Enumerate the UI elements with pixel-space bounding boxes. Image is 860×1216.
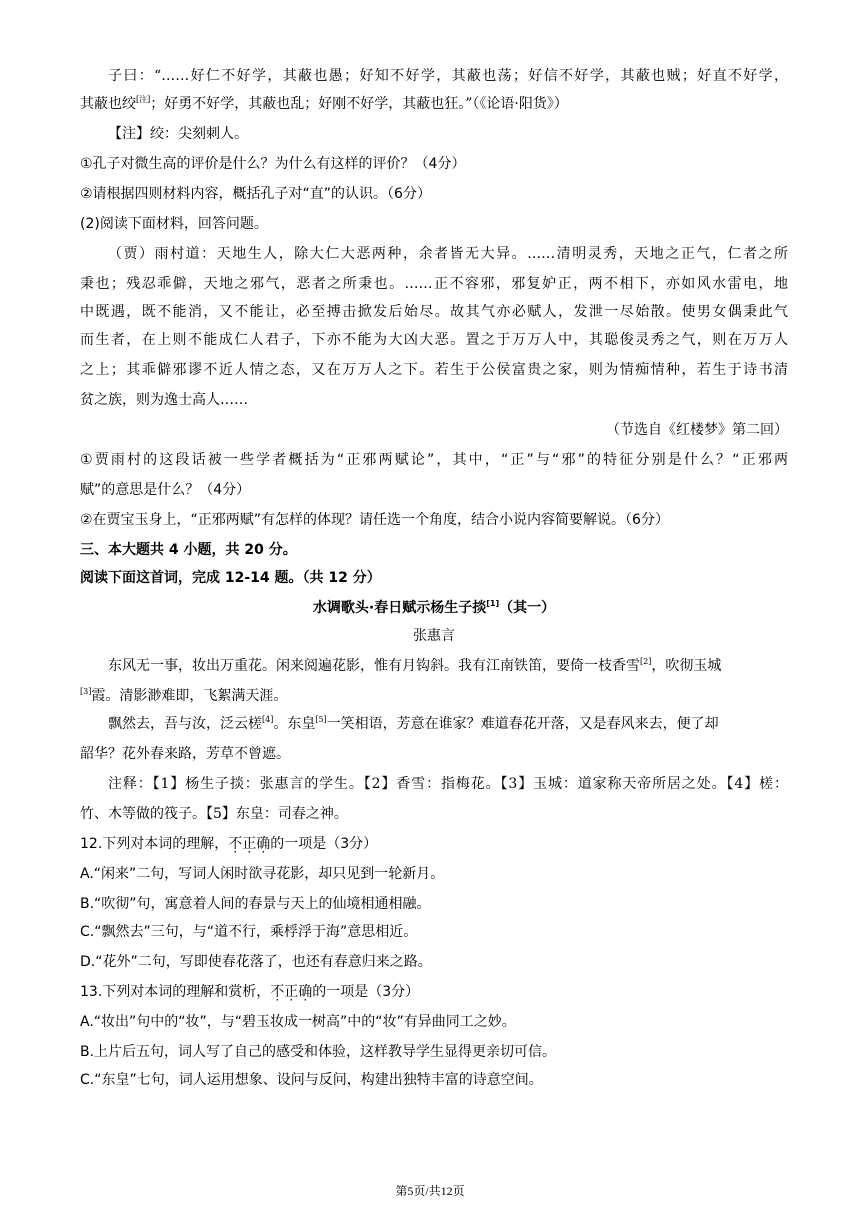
question-13-stem-b: 的一项是（3分）	[312, 984, 420, 1000]
emphasis-char: 正	[242, 836, 257, 852]
poem-line-3-text-b: 。东皇	[273, 716, 316, 732]
emphasis-char: 确	[298, 984, 313, 1000]
emphasis-char: 确	[256, 836, 271, 852]
poem-line-4: 韶华？花外春来路，芳草不曾遮。	[80, 746, 290, 762]
emphasis-char: 正	[284, 984, 299, 1000]
page-number: 第5页/共12页	[395, 1184, 465, 1198]
lunyu-line-2	[80, 94, 788, 114]
poem-line-1-tail: ，吹彻玉城	[651, 658, 722, 674]
poem-instruction: 阅读下面这首词，完成 12-14 题。（共 12 分）	[80, 570, 381, 586]
poem-line-3-text-c: 一笑相语，芳意在谁家？难道春花开落，又是春风来去，便了却	[326, 716, 719, 732]
question-12-option-a: A.“闲来”二句，写词人闲时欲寻花影，却只见到一轮新月。	[80, 866, 445, 882]
emphasis-char: 不	[228, 836, 243, 852]
question-13-option-a: A.“妆出”句中的“妆”，与“碧玉妆成一树高”中的“妆”有异曲同工之妙。	[80, 1014, 516, 1030]
poem-note-marker-2: [2]	[640, 657, 652, 666]
poem-notes-line-1: 注释：【1】杨生子掞：张惠言的学生。【2】香雪：指梅花。【3】玉城：道家称天帝所居之处。【4】槎：	[108, 776, 788, 792]
poem-line-1-text: 东风无一事，妆出万重花。闲来阅遍花影，惟有月钩斜。我有江南铁笛，要倚一枝香雪	[108, 658, 640, 674]
lunyu-line-1: 子曰：“……好仁不好学，其蔽也愚；好知不好学，其蔽也荡；好信不好学，其蔽也贼；好直不好学，	[108, 68, 788, 84]
poem-note-marker-3: [3]	[80, 687, 92, 696]
question-12-stem-a: 12.下列对本词的理解，	[80, 836, 229, 852]
lunyu-text-b: ；好勇不好学，其蔽也乱；好刚不好学，其蔽也狂。”（《论语·阳货》）	[150, 96, 568, 112]
hongloumeng-line-4: 而生者，在上则不能成仁人君子，下亦不能为大凶大恶。置之于万万人中，其聪俊灵秀之气，则在万万人	[80, 332, 788, 348]
section-3-heading: 三、本大题共 4 小题，共 20 分。	[80, 542, 297, 558]
question-12-stem-b: 的一项是（3分）	[270, 836, 378, 852]
question-12-stem	[80, 834, 788, 854]
question-11-2-1-line-1: ①贾雨村的这段话被一些学者概括为“正邪两赋论”，其中，“正”与“邪”的特征分别是什么？“正邪两	[80, 452, 788, 468]
emphasis-char: 不	[270, 984, 285, 1000]
hongloumeng-line-3: 中既遇，既不能消，又不能让，必至搏击掀发后始尽。故其气亦必赋人，发泄一尽始散。使男女偶秉此气	[80, 304, 788, 320]
poem-line-3-text-a: 飘然去，吾与汝，泛云槎	[108, 716, 262, 732]
question-13-stem-a: 13.下列对本词的理解和赏析，	[80, 984, 271, 1000]
hongloumeng-line-1: （贾）雨村道：天地生人，除大仁大恶两种，余者皆无大异。……清明灵秀，天地之正气，仁者之所	[108, 246, 788, 262]
question-11-2-2: ②在贾宝玉身上，“正邪两赋”有怎样的体现？请任选一个角度，结合小说内容简要解说。（6分）	[80, 512, 669, 528]
hongloumeng-source: （节选自《红楼梦》第二回）	[606, 422, 788, 438]
question-12-option-d: D.“花外”二句，写即使春花落了，也还有春意归来之路。	[80, 954, 432, 970]
poem-line-3	[80, 714, 788, 734]
poem-title	[80, 598, 788, 618]
poem-title-note-marker: [1]	[486, 599, 500, 608]
hongloumeng-line-2: 秉也；残忍乖僻，天地之邪气，恶者之所秉也。……正不容邪，邪复妒正，两不相下，亦如风水雷电，地	[80, 276, 788, 292]
question-11-2-1-line-2: 赋”的意思是什么？（4分）	[80, 482, 251, 498]
lunyu-text-a: 其蔽也绞	[80, 96, 136, 112]
lunyu-note: 【注】绞：尖刻刺人。	[108, 126, 248, 142]
poem-title-tail: （其一）	[499, 600, 556, 616]
poem-author: 张惠言	[413, 628, 455, 644]
hongloumeng-line-6: 贫之族，则为逸士高人……	[80, 392, 248, 408]
poem-line-1	[80, 656, 788, 676]
question-11-2: (2)阅读下面材料，回答问题。	[80, 216, 268, 232]
question-13-option-b: B.上片后五句，词人写了自己的感受和体验，这样教导学生显得更亲切可信。	[80, 1044, 557, 1060]
question-12-option-c: C.“飘然去”三句，与“道不行，乘桴浮于海”意思相近。	[80, 924, 418, 940]
question-11-1-1: ①孔子对微生高的评价是什么？为什么有这样的评价？（4分）	[80, 156, 466, 172]
lunyu-note-marker: [注]	[136, 95, 151, 104]
poem-line-2-text: 霞。清影渺难即，飞絮满天涯。	[91, 688, 288, 704]
poem-notes-line-2: 竹、木等做的筏子。【5】东皇：司春之神。	[80, 806, 348, 822]
poem-note-marker-5: [5]	[315, 715, 327, 724]
poem-title-text: 水调歌头·春日赋示杨生子掞	[312, 600, 487, 616]
question-13-option-c: C.“东皇”七句，词人运用想象、设问与反问，构建出独特丰富的诗意空间。	[80, 1072, 543, 1088]
poem-note-marker-4: [4]	[262, 715, 274, 724]
hongloumeng-line-5: 之上；其乖僻邪谬不近人情之态，又在万万人之下。若生于公侯富贵之家，则为情痴情种，若生于诗书清	[80, 362, 788, 378]
question-13-stem	[80, 982, 788, 1002]
question-11-1-2: ②请根据四则材料内容，概括孔子对“直”的认识。（6分）	[80, 186, 431, 202]
question-12-option-b: B.“吹彻”句，寓意着人间的春景与天上的仙境相通相融。	[80, 896, 431, 912]
poem-line-2	[80, 686, 788, 706]
